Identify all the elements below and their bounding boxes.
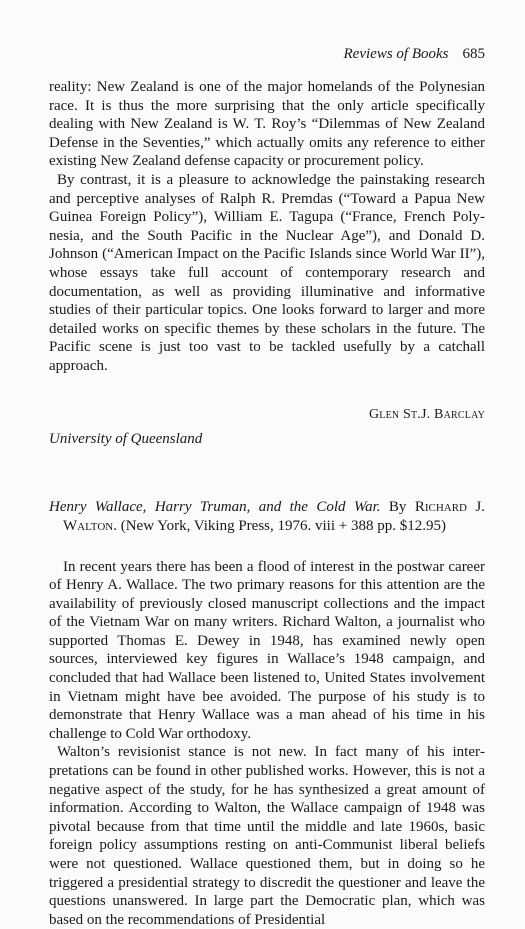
journal-page (49, 44, 485, 929)
review-paragraph: In recent years there has been a flood of interest in the postwar career of Henry A. Wallace. The two primary reasons for this attention are the availability of previously closed manuscript collections and the impact of the Vietnam War on many writers. Richard Walton, a journalist who supported Thomas E. Dewey in 1948, has examined newly open sources, interviewed key figures in Wallace’s 1948 campaign, and concluded that had Wallace been listened to, United States involvement in Vietnam might have bee avoided. The purpose of his study is to demonstrate that Henry Wallace was a man ahead of his time in his challenge to Cold War orthodoxy. (49, 558, 485, 744)
book-by: By (381, 499, 415, 515)
book-citation (49, 498, 485, 536)
review-paragraph: Walton’s revisionist stance is not new. In fact many of his interpretations can be found in other published works. However, this is not a negative aspect of the study, for he has synthesized a great amount of information. According to Walton, the Wallace campaign of 1948 was pivotal because from that time until the middle and late 1960s, basic foreign policy assumptions resting on anti-Communist liberal beliefs were not questioned. Wallace questioned them, but in doing so he triggered a presidential strategy to discredit the questioner and leave the questions unanswered. In large part the Democratic plan, which was based on the recommendations of Presidential (49, 743, 485, 929)
page-number: 685 (463, 46, 486, 62)
review-paragraph: reality: New Zealand is one of the major homelands of the Polynesian race. It is thus the more surprising that the only article specifically dealing with New Zealand is W. T. Roy’s “Dilemmas of New Zealand Defense in the Seventies,” which actually omits any reference to either existing New Zealand defense capacity or procurement policy. (49, 78, 485, 171)
book-author: Richard J. Walton. (63, 499, 485, 534)
reviewer-name: Glen St.J. Barclay (49, 406, 485, 424)
review-paragraph: By contrast, it is a pleasure to acknowledge the painstaking research and perceptive analyses of Ralph R. Premdas (“Toward a Papua New Guinea Foreign Policy”), William E. Tagupa (“France, French Polynesia, and the South Pacific in the Nuclear Age”), and Donald D. Johnson (“American Impact on the Pacific Islands since World War II”), whose essays take full account of contemporary research and documentation, as well as providing illuminative and informative studies of their particular topics. One looks forward to larger and more detailed works on specific themes by these scholars in the future. The Pacific scene is just too vast to be tackled usefully by a catchall approach. (49, 171, 485, 376)
review-body (49, 558, 485, 929)
book-title: Henry Wallace, Harry Truman, and the Cold War. (49, 499, 381, 515)
book-publication: (New York, Viking Press, 1976. viii + 388 pp. $12.95) (117, 518, 446, 534)
reviewer-affiliation: University of Queensland (49, 430, 485, 448)
running-head-title: Reviews of Books (344, 46, 449, 62)
review-continued (49, 78, 485, 448)
running-head (49, 44, 485, 64)
